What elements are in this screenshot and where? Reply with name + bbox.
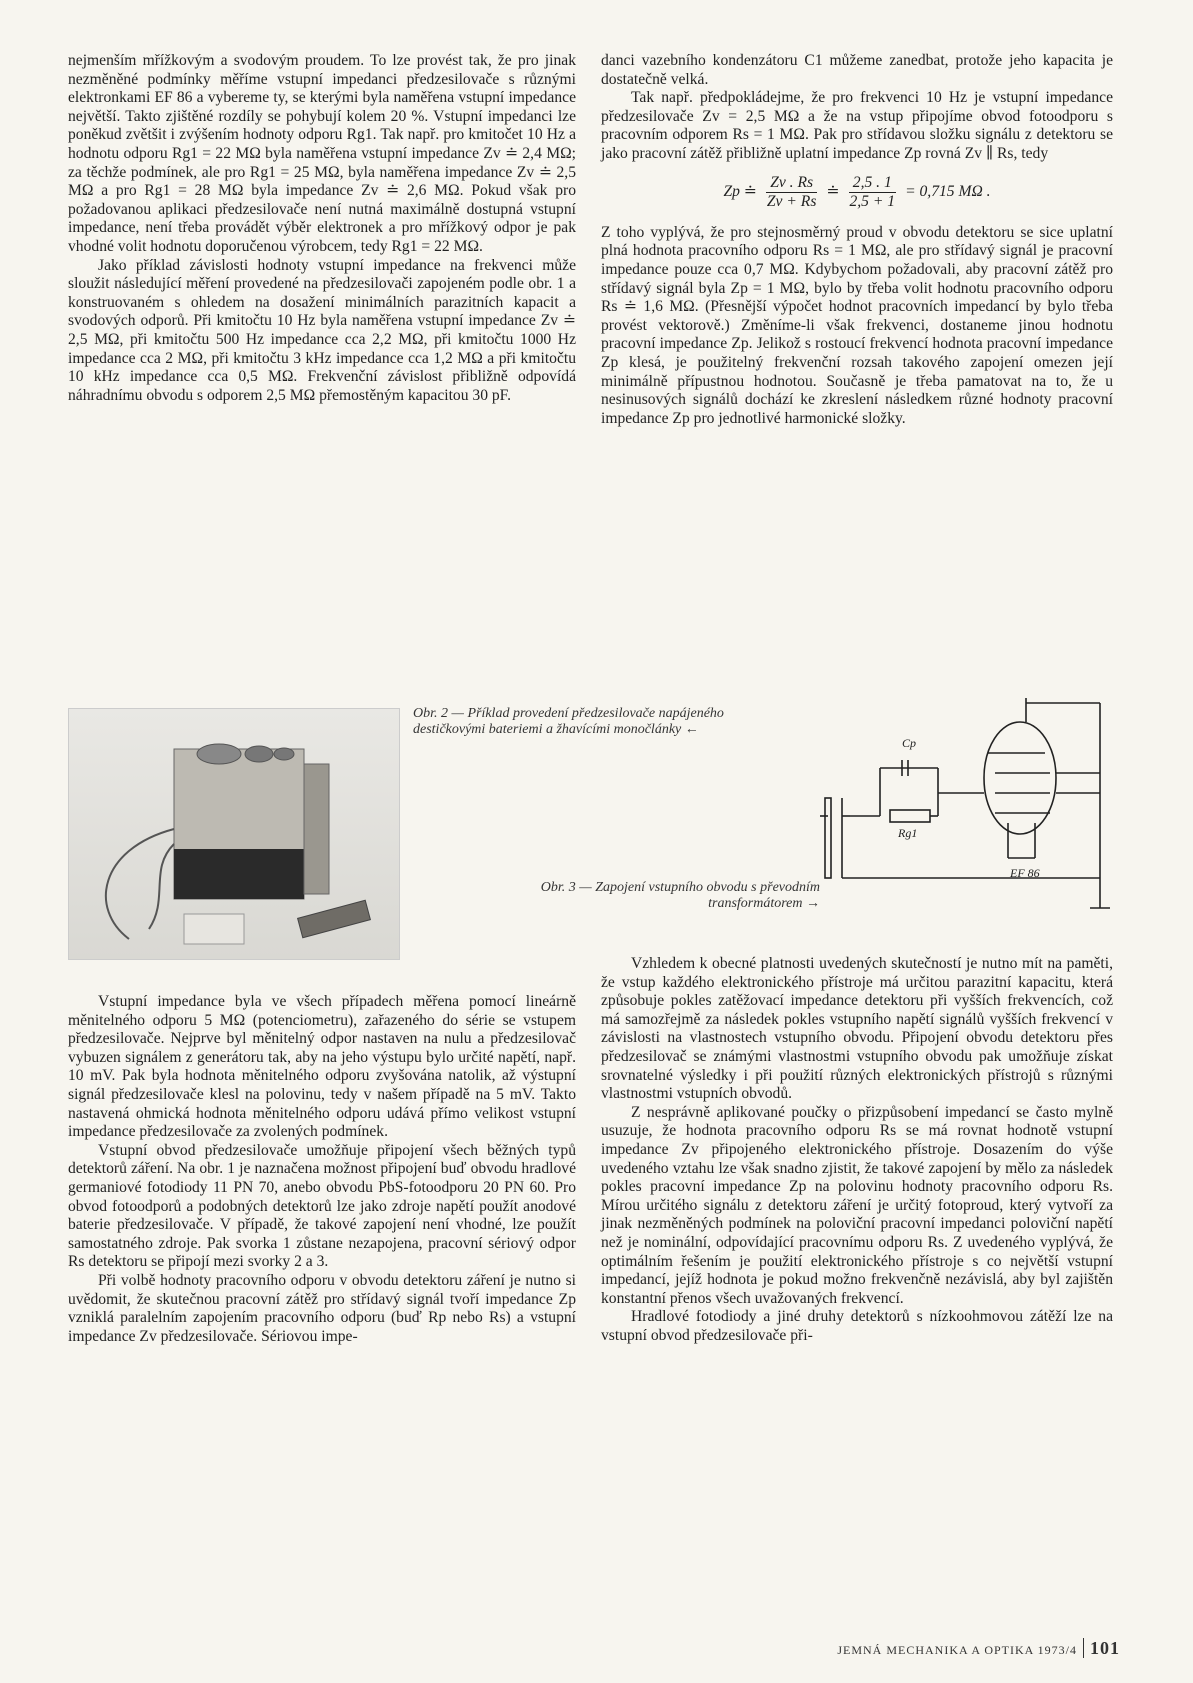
paragraph: Hradlové fotodiody a jiné druhy detektorů s nízkoohmovou zátěží lze na vstupní obvod předzesilovače při- bbox=[601, 1308, 1113, 1344]
paragraph: danci vazebního kondenzátoru C1 můžeme zanedbat, protože jeho kapacita je dostatečně velká. bbox=[601, 52, 1113, 88]
paragraph: Tak např. předpokládejme, že pro frekvenci 10 Hz je vstupní impedance předzesilovače Zv = 2,5 MΩ a že na vstup připojíme obvod fotoodporu s pracovním odporem Rs = 1 MΩ. Pak pro střídavou složku signálu z detektoru se jako pracovní zátěž přibližně uplatní impedance Zp rovná Zv ∥ Rs, tedy bbox=[601, 89, 1113, 162]
paragraph: nejmenším mřížkovým a svodovým proudem. To lze provést tak, že pro jinak nezměněné podmínky měříme vstupní impedanci předzesilovače s různými elektronkami EF 86 a vybereme ty, se kterými byla naměřena vstupní impedance největší. Takto zjištěné rozdíly se pohybují kolem 20 %. Vstupní impedanci lze poněkud zvětšit i zvýšením hodnoty odporu Rg1. Tak např. pro kmitočet 10 Hz a hodnotu odporu Rg1 = 22 MΩ byla naměřena vstupní impedance Zv ≐ 2,4 MΩ; za těchže podmínek, ale pro Rg1 = 25 MΩ, byla naměřena impedance Zv ≐ 2,5 MΩ a pro Rg1 = 28 MΩ byla impedance Zv ≐ 2,6 MΩ. Pokud však pro požadovanou aplikaci předzesilovače není nutná maximálně dostupná vstupní impedance, není třeba provádět výběr elektronek a pro mřížkový odpor je pak vhodné volit hodnotu doporučenou výrobcem, tedy Rg1 = 22 MΩ. bbox=[68, 52, 576, 255]
formula-denominator: Zv + Rs bbox=[766, 193, 817, 211]
paragraph: Vstupní obvod předzesilovače umožňuje připojení všech běžných typů detektorů záření. Na obr. 1 je naznačena možnost připojení buď obvodu hradlové germaniové fotodiody 11 PN 70, anebo obvodu PbS-fotoodporu 20 PN 60. Pro obvod fotoodporů a podobných detektorů lze jako zdroje napětí použít anodové baterie předzesilovače. V případě, že takové zapojení není vhodné, lze použít samostatného zdroje. Pak svorka 1 zůstane nezapojena, pracovní sériový odpor Rs detektoru se připojí mezi svorky 2 a 3. bbox=[68, 1141, 576, 1271]
paragraph: Z toho vyplývá, že pro stejnosměrný proud v obvodu detektoru se sice uplatní plná hodnota pracovního odporu Rs = 1 MΩ, ale pro střídavý signál je pracovní impedance pouze cca 0,7 MΩ. Kdybychom požadovali, aby pracovní zátěž pro střídavý signál byla Zp = 1 MΩ, bylo by třeba volit hodnotu pracovního odporu Rs ≐ 1,6 MΩ. (Přesnější výpočet hodnot pracovních impedancí by bylo třeba provést vektorově.) Změníme-li však frekvenci, dostaneme jinou hodnotu pracovní impedance Zp. Jelikož s rostoucí frekvencí hodnota pracovní impedance Zp klesá, je použitelný frekvenční rozsah takového zapojení omezen její minimálně přípustnou hodnotou. Současně je třeba pamatovat na to, že u nesinusových signálů dochází ke zkreslení následkem různé hodnoty pracovní impedance Zp pro jednotlivé harmonické složky. bbox=[601, 223, 1113, 427]
tube-label: EF 86 bbox=[1010, 866, 1040, 880]
paragraph: Vzhledem k obecné platnosti uvedených skutečností je nutno mít na paměti, že vstup každého elektronického přístroje má určitou parazitní kapacitu, která způsobuje pokles zatěžovací impedance detektoru při vyšších frekvencích, což má samozřejmě za následek pokles vstupního napětí signálů vyšších frekvencí v závislosti na vlastnostech vstupního obvodu. Připojení obvodu detektoru přes předzesilovač se známými vlastnostmi vstupního obvodu pak umožňuje získat srovnatelné výsledky i při použití různých elektronických přístrojů s různými vlastnostmi vstupních obvodů. bbox=[601, 955, 1113, 1103]
formula-lhs: Zp ≐ bbox=[723, 183, 757, 201]
journal-name: JEMNÁ MECHANIKA A OPTIKA 1973/4 bbox=[837, 1643, 1077, 1657]
preamplifier-photo bbox=[68, 708, 400, 960]
formula-denominator: 2,5 + 1 bbox=[849, 193, 896, 211]
paragraph: Z nesprávně aplikované poučky o přizpůsobení impedancí se často mylně usuzuje, že hodnota pracovního odporu Rs se má rovnat hodnotě vstupní impedance Zv připojeného elektronického přístroje. Dosazením do výše uvedeného vztahu lze však snadno zjistit, že takové zapojení by mělo za následek pokles pracovní impedance Zp na polovinu hodnoty pracovního odporu Rs. Mírou určitého signálu z detektoru záření je určitý fotoproud, který vytvoří za jinak nezměněných podmínek na poloviční pracovní impedanci poloviční napětí než je nominální, odpovídající pracovnímu odporu Rs. Z uvedeného vyplývá, že optimálním řešením je použití elektronického přístroje s co největší vstupní impedancí, jejíž hodnota je pokud možno frekvenčně nezávislá, aby byl zajištěn konstantní přenos všech uvažovaných frekvencí. bbox=[601, 1103, 1113, 1307]
text-column-left-bottom bbox=[68, 993, 576, 1346]
paragraph: Při volbě hodnoty pracovního odporu v obvodu detektoru záření je nutno si uvědomit, že skutečnou pracovní zátěž pro střídavý signál tvoří impedance Zp vzniklá paralelním zapojením pracovního odporu (buď Rp nebo Rs) a vstupní impedance Zv předzesilovače. Sériovou impe- bbox=[68, 1271, 576, 1345]
text-column-right-top bbox=[601, 52, 1113, 428]
page-number: 101 bbox=[1083, 1638, 1120, 1658]
input-circuit-diagram bbox=[820, 698, 1120, 928]
impedance-formula bbox=[601, 174, 1113, 212]
paragraph: Vstupní impedance byla ve všech případech měřena pomocí lineárně měnitelného odporu 5 MΩ (potenciometru), zařazeného do série se vstupem předzesilovače. Nejprve byl měnitelný odpor nastaven na nulu a předzesilovač vybuzen signálem z generátoru tak, aby na jeho výstupu bylo určité napětí, např. 10 mV. Pak byla hodnota měnitelného odporu zvyšována natolik, až výstupní signál předzesilovače klesl na polovinu, tedy v našem případě na 5 mV. Takto nastavená ohmická hodnota měnitelného odporu udává přímo velikost vstupní impedance předzesilovače za zvolených podmínek. bbox=[68, 993, 576, 1141]
formula-equals: ≐ bbox=[826, 183, 840, 201]
formula-fraction-symbolic bbox=[763, 174, 821, 212]
figure3-caption: Obr. 3 — Zapojení vstupního obvodu s převodním transformátorem → bbox=[540, 880, 820, 911]
cp-label: Cp bbox=[902, 736, 917, 750]
formula-numerator: 2,5 . 1 bbox=[849, 174, 896, 194]
page-footer bbox=[820, 1638, 1120, 1660]
figure2-caption: Obr. 2 — Příklad provedení předzesilovače napájeného destičkovými bateriemi a žhavícími monočlánky ← bbox=[413, 706, 724, 737]
text-column-right-bottom bbox=[601, 955, 1113, 1345]
rg1-label: Rg1 bbox=[898, 826, 918, 840]
formula-numerator: Zv . Rs bbox=[766, 174, 817, 194]
formula-fraction-numeric bbox=[845, 174, 899, 212]
paragraph: Jako příklad závislosti hodnoty vstupní impedance na frekvenci může sloužit následující měření provedené na předzesilovači zapojeném podle obr. 1 a konstruovaném s ohledem na dosažení minimálních parazitních kapacit a svodových odporů. Při kmitočtu 10 Hz byla naměřena vstupní impedance Zv ≐ 2,5 MΩ, při kmitočtu 500 Hz impedance cca 2,2 MΩ, při kmitočtu 1000 Hz impedance cca 2 MΩ, při kmitočtu 3 kHz impedance cca 1,2 MΩ a při kmitočtu 10 kHz impedance cca 0,5 MΩ. Frekvenční závislost přibližně odpovídá náhradnímu obvodu s odporem 2,5 MΩ přemostěným kapacitou 30 pF. bbox=[68, 256, 576, 404]
text-column-left-top bbox=[68, 52, 576, 405]
formula-rhs: = 0,715 MΩ . bbox=[905, 183, 991, 201]
